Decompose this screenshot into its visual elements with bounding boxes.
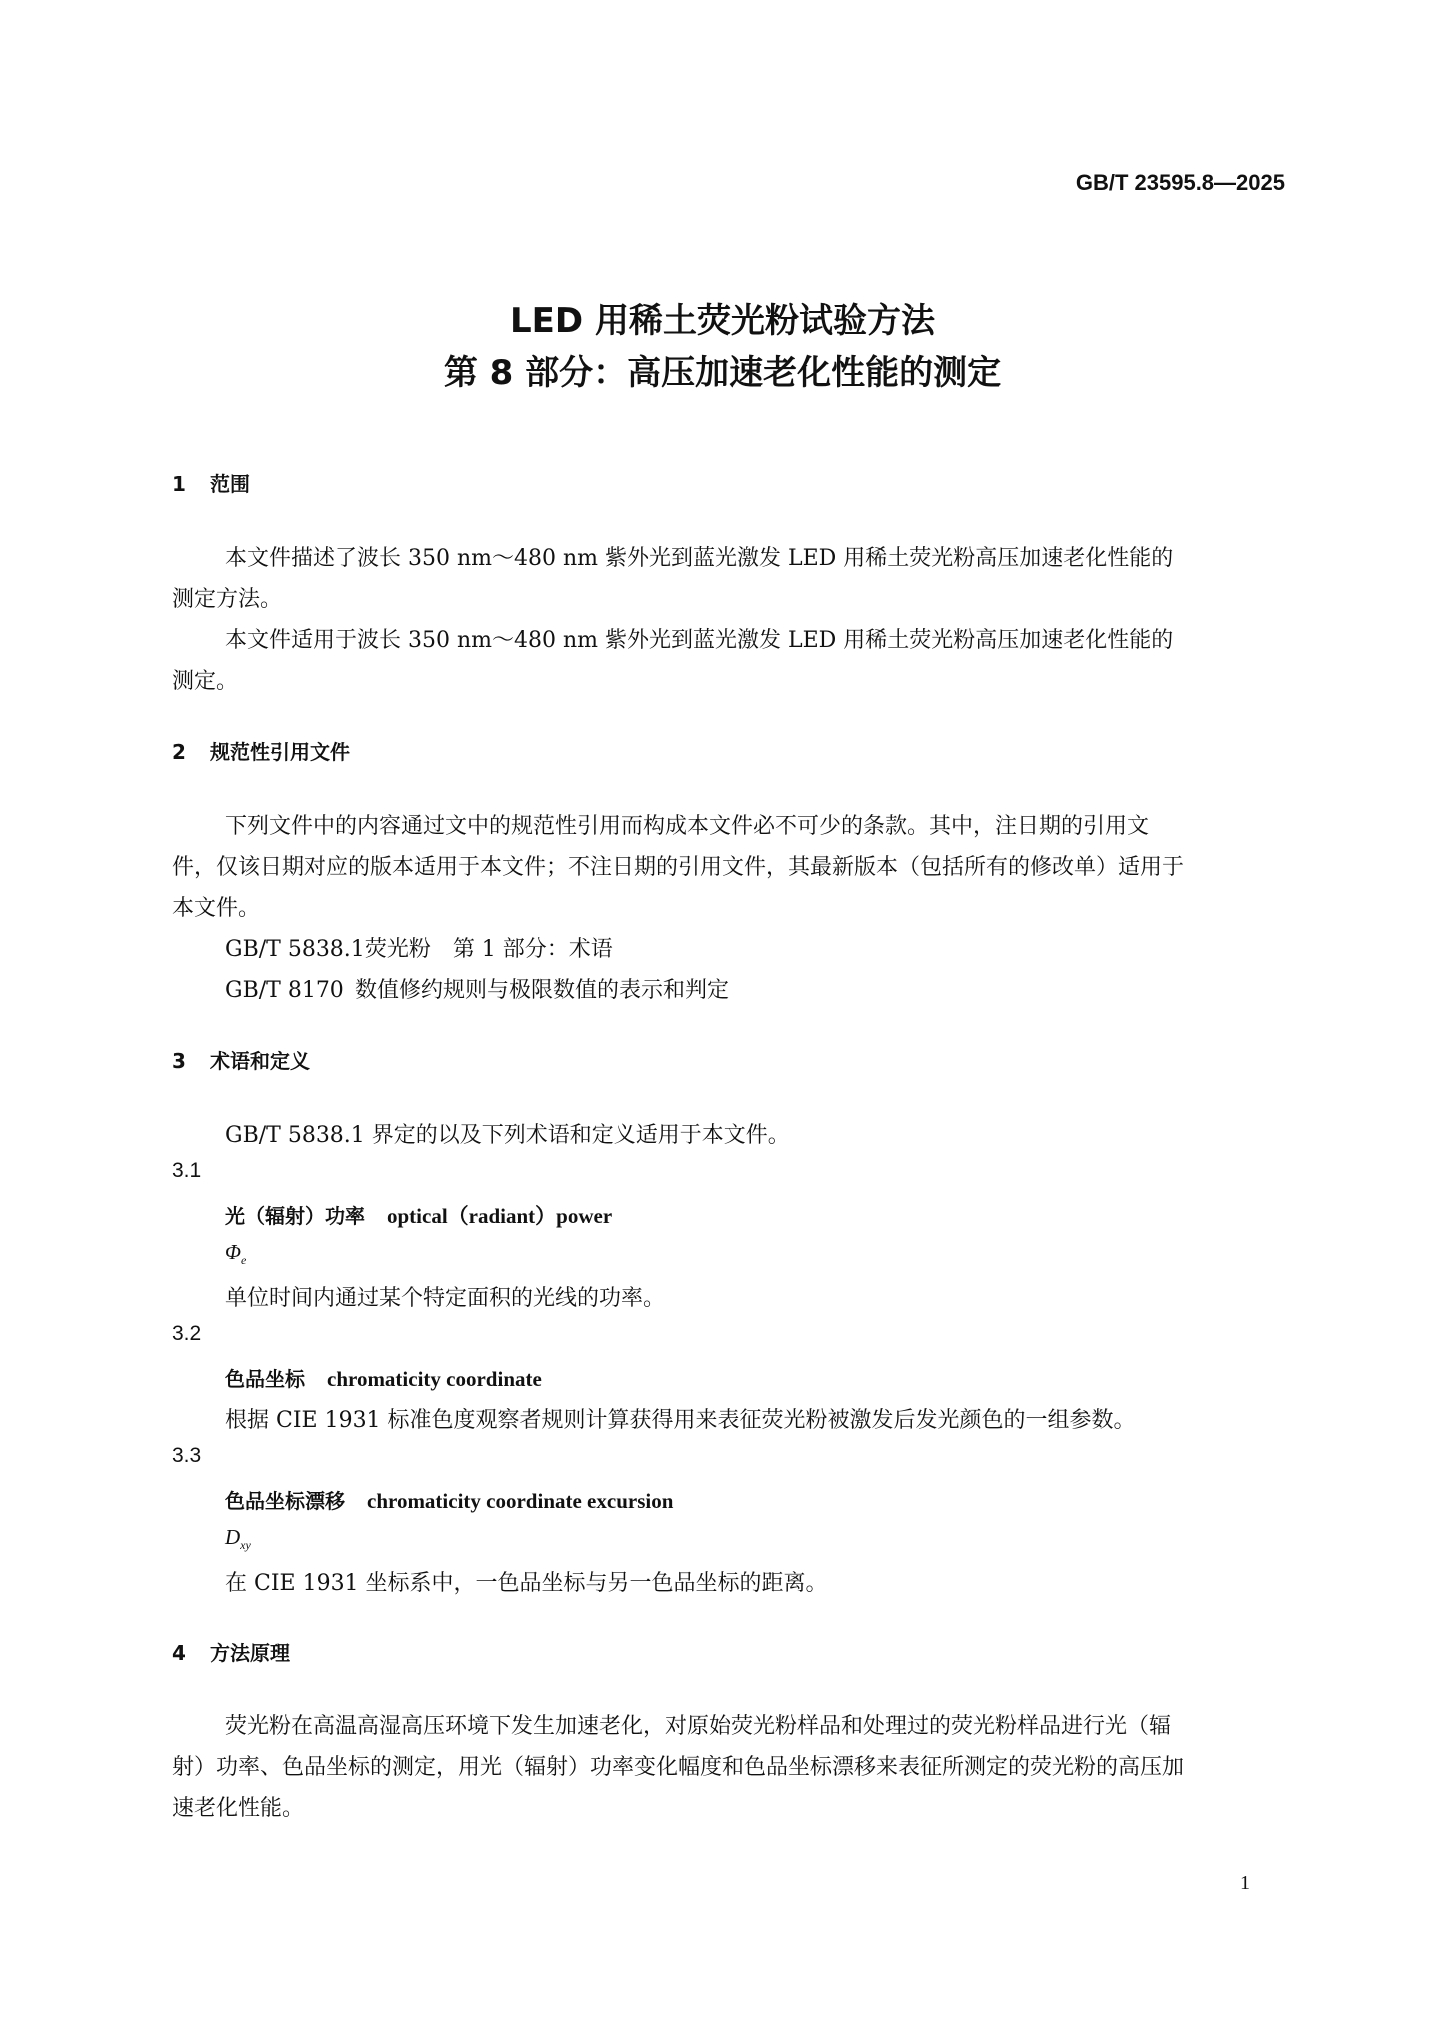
reference-title: 荧光粉 第 1 部分：术语 <box>364 937 613 962</box>
section-number: 3 <box>172 1049 186 1073</box>
symbol-subscript: e <box>241 1253 247 1268</box>
normative-reference <box>225 973 729 1004</box>
page-number: 1 <box>1240 1872 1250 1894</box>
section-number: 4 <box>172 1641 186 1665</box>
paragraph-line: 件，仅该日期对应的版本适用于本文件；不注日期的引用文件，其最新版本（包括所有的修改单）适用于 <box>172 855 1185 880</box>
section-number: 1 <box>172 472 186 496</box>
term-definition: 根据 CIE 1931 标准色度观察者规则计算获得用来表征荧光粉被激发后发光颜色的一组参数。 <box>225 1408 1136 1433</box>
paragraph-line: 射）功率、色品坐标的测定，用光（辐射）功率变化幅度和色品坐标漂移来表征所测定的荧光粉的高压加 <box>172 1755 1185 1780</box>
standard-number: GB/T 23595.8—2025 <box>1075 170 1285 195</box>
term-name-zh: 光（辐射）功率 <box>225 1204 365 1228</box>
section-1-heading <box>172 468 250 497</box>
term-number: 3.2 <box>172 1322 202 1345</box>
section-number: 2 <box>172 740 186 764</box>
symbol-subscript: xy <box>240 1538 251 1553</box>
paragraph-line: GB/T 5838.1 界定的以及下列术语和定义适用于本文件。 <box>225 1123 790 1148</box>
symbol-base: D <box>225 1525 241 1549</box>
normative-reference <box>225 932 613 963</box>
paragraph-line: 下列文件中的内容通过文中的规范性引用而构成本文件必不可少的条款。其中，注日期的引用文 <box>225 814 1150 839</box>
paragraph-line: 测定方法。 <box>172 587 283 612</box>
section-title: 方法原理 <box>210 1641 290 1665</box>
term-heading <box>225 1485 673 1514</box>
term-symbol <box>225 1525 251 1553</box>
reference-code: GB/T 5838.1 <box>225 937 365 962</box>
paragraph-line: 本文件适用于波长 350 nm～480 nm 紫外光到蓝光激发 LED 用稀土荧光粉高压加速老化性能的 <box>225 628 1174 653</box>
section-title: 术语和定义 <box>210 1049 310 1073</box>
term-symbol <box>225 1240 246 1268</box>
reference-title: 数值修约规则与极限数值的表示和判定 <box>355 978 730 1003</box>
paragraph-line: 本文件。 <box>172 896 261 921</box>
term-heading <box>225 1200 612 1230</box>
symbol-base: Φ <box>225 1240 241 1264</box>
term-name-en: chromaticity coordinate excursion <box>367 1489 674 1513</box>
document-subtitle: 第 8 部分：高压加速老化性能的测定 <box>443 353 1002 393</box>
term-name-en: chromaticity coordinate <box>327 1367 542 1391</box>
section-title: 范围 <box>210 472 250 496</box>
paragraph-line: 测定。 <box>172 669 239 694</box>
document-title: LED 用稀土荧光粉试验方法 <box>510 301 935 341</box>
term-name-en: optical（radiant）power <box>387 1204 613 1228</box>
term-heading <box>225 1363 542 1392</box>
section-3-heading <box>172 1045 310 1074</box>
term-number: 3.3 <box>172 1444 202 1467</box>
term-definition: 单位时间内通过某个特定面积的光线的功率。 <box>225 1286 666 1311</box>
term-name-zh: 色品坐标 <box>225 1367 305 1391</box>
term-number: 3.1 <box>172 1159 202 1182</box>
section-2-heading <box>172 736 350 765</box>
section-title: 规范性引用文件 <box>210 740 350 764</box>
paragraph-line: 本文件描述了波长 350 nm～480 nm 紫外光到蓝光激发 LED 用稀土荧光粉高压加速老化性能的 <box>225 546 1174 571</box>
term-name-zh: 色品坐标漂移 <box>225 1489 345 1513</box>
term-definition: 在 CIE 1931 坐标系中，一色品坐标与另一色品坐标的距离。 <box>225 1571 828 1596</box>
reference-code: GB/T 8170 <box>225 978 344 1003</box>
paragraph-line: 速老化性能。 <box>172 1796 305 1821</box>
paragraph-line: 荧光粉在高温高湿高压环境下发生加速老化，对原始荧光粉样品和处理过的荧光粉样品进行光（辐 <box>225 1714 1172 1739</box>
section-4-heading <box>172 1637 290 1666</box>
